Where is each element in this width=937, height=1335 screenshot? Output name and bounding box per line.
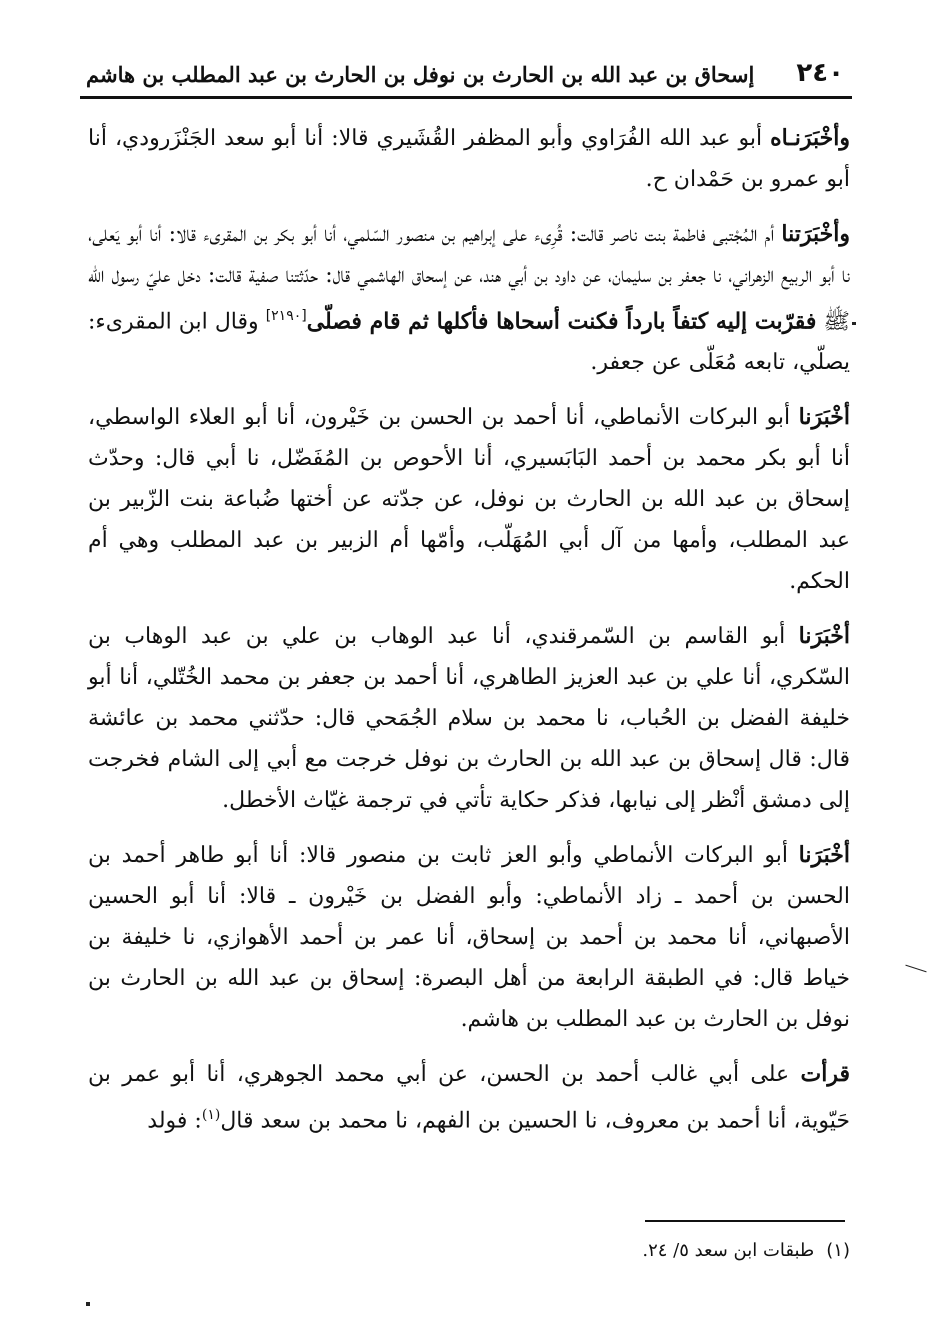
paragraph-text: أبو القاسم بن السّمرقندي، أنا عبد الوهاب بن علي بن عبد الوهاب بن السّكري، أنا علي بن عبد العزيز الطاهري، أنا أحمد بن جعفر بن محمد الخُتّلي، أنا أبو خليفة الفضل بن الحُباب، نا محمد بن سلام الجُمَحي قال: حدّثني محمد بن عائشة قال: قال إسحاق بن عبد الله بن الحارث بن نوفل خرجت مع أبي إلى الشام فخرجت إلى دمشق أنْظر إلى نيابها، فذكر حكاية تأتي في ترجمة غيّاث الأخطل. — [88, 624, 850, 814]
paragraph-lead: وأخْبَرَنـاه — [770, 125, 850, 151]
paragraph-6 — [88, 1054, 850, 1141]
paragraph-3 — [88, 397, 850, 602]
hadith-reference-number: [٢١٩٠] — [265, 308, 307, 324]
paragraph-lead: أخْبَرَنا — [798, 842, 850, 869]
paragraph-5 — [88, 835, 850, 1040]
footnote-text: طبقات ابن سعد ٥/ ٢٤. — [642, 1240, 815, 1261]
paragraph-text: أبو البركات الأنماطي وأبو العز ثابت بن منصور قالا: أنا أبو طاهر أحمد بن الحسن بن أحمد ـ زاد الأنماطي: وأبو الفضل بن خَيْرون ـ قالا: أنا أبو الحسين الأصبهاني، أنا محمد بن أحمد بن إسحاق، أنا عمر بن أحمد الأهوازي، نا خليفة بن خياط قال: في الطبقة الرابعة من أهل البصرة: إسحاق بن عبد الله بن الحارث بن نوفل بن الحارث بن عبد المطلب بن هاشم. — [88, 843, 850, 1033]
paragraph-lead: أخْبَرَنا — [798, 404, 850, 431]
paragraph-lead: قرأت — [800, 1061, 850, 1088]
paragraph-1 — [88, 118, 850, 200]
paragraph-2 — [88, 214, 850, 383]
running-title: إسحاق بن عبد الله بن الحارث بن نوفل بن الحارث بن عبد المطلب بن هاشم — [86, 62, 755, 87]
main-text — [88, 118, 850, 1156]
paragraph-text: أم المُجْتبى فاطمة بنت ناصر قالت: قُرِىء على إبراهيم بن منصور السّلمي، أنا أبو بكر بن المقرىء قالا: أنا أبو يَعلى، نا أبو الربيع الزهراني، نا جعفر بن سليمان، عن داود بن أبي هند، عن إسحاق الهاشمي قال: حدّثتنا صفية قالت: دخل عليّ رسول الله ﷺ — [88, 222, 850, 335]
scan-speck — [86, 1302, 90, 1306]
footnote-divider — [645, 1220, 845, 1222]
paragraph-tail: وقال ابن المقرىء: يصلّي، تابعه مُعَلّى عن جعفر. — [88, 309, 850, 376]
paragraph-tail: : فولد — [147, 1108, 202, 1134]
footnote-number: (١) — [826, 1240, 850, 1261]
page-header — [80, 52, 852, 99]
scan-speck — [905, 965, 926, 973]
paragraph-text: أبو عبد الله الفُرَاوي وأبو المظفر القُشَيري قالا: أنا أبو سعد الجَنْزَرودي، أنا أبو عمرو بن حَمْدان ح. — [88, 126, 850, 192]
paragraph-lead: وأخْبَرَتنا — [781, 221, 850, 247]
hadith-text: فقرّبت إليه كتفاً بارداً فكنت أسحاها فأكلها ثم قام فصلّى — [306, 308, 817, 335]
footnote — [560, 1237, 850, 1265]
paragraph-lead: أخْبَرَنا — [798, 623, 850, 650]
scan-speck — [852, 322, 856, 325]
paragraph-text: أبو البركات الأنماطي، أنا أحمد بن الحسن بن خَيْرون، أنا أبو العلاء الواسطي، أنا أبو بكر محمد بن أحمد البَابَسيري، أنا الأحوص بن المُفَضّل، نا أبي قال: وحدّث إسحاق بن عبد الله بن الحارث بن نوفل، عن جدّته عن أختها ضُباعة بنت الزّبير بن عبد المطلب، وأمها من آل أبي المُهَلّب، وأمّها أم الزبير بن عبد المطلب وهي أم الحكم. — [88, 405, 850, 595]
paragraph-4 — [88, 616, 850, 821]
footnote-marker: (١) — [201, 1107, 221, 1124]
page-number: ٢٤٠ — [796, 58, 844, 88]
paragraph-text: على أبي غالب أحمد بن الحسن، عن أبي محمد الجوهري، أنا أبو عمر بن حَيّوية، أنا أحمد بن معروف، نا الحسين بن الفهم، نا محمد بن سعد قال — [88, 1062, 850, 1134]
